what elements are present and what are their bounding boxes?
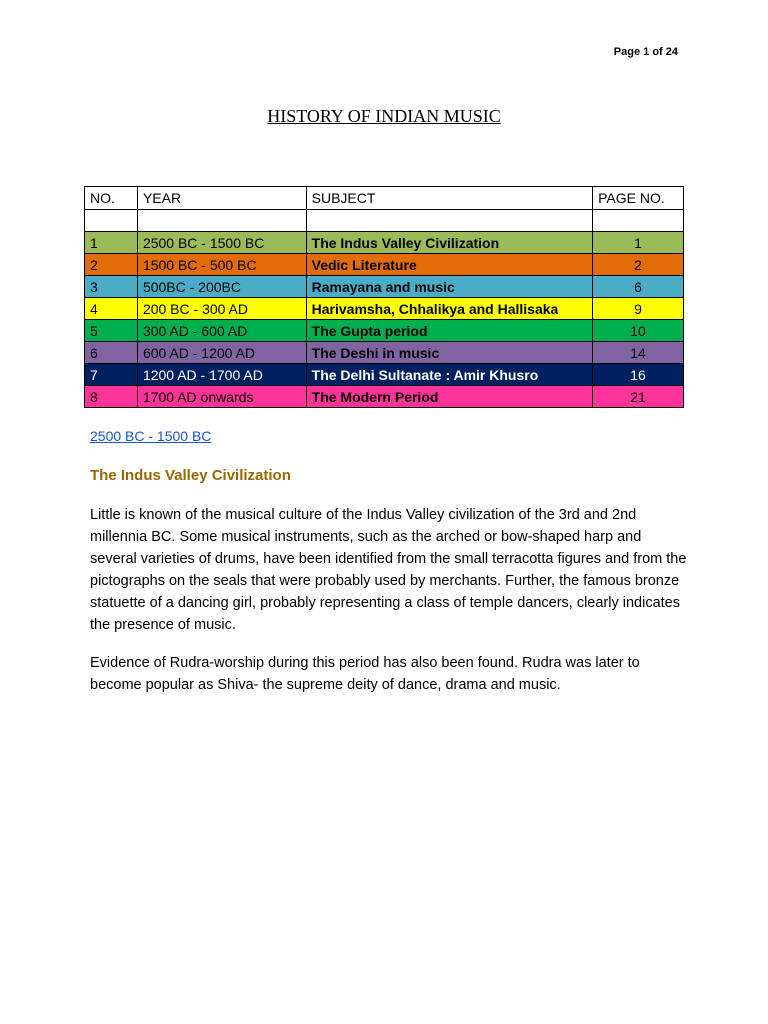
section-heading: The Indus Valley Civilization [90, 467, 291, 484]
cell-subject: The Gupta period [306, 320, 592, 342]
table-empty-row [85, 210, 684, 232]
cell-subject: The Deshi in music [306, 342, 592, 364]
cell-page: 16 [593, 364, 684, 386]
cell-year: 200 BC - 300 AD [137, 298, 306, 320]
empty-cell [593, 210, 684, 232]
cell-page: 1 [593, 232, 684, 254]
cell-year: 1200 AD - 1700 AD [137, 364, 306, 386]
cell-year: 1700 AD onwards [137, 386, 306, 408]
cell-year: 2500 BC - 1500 BC [137, 232, 306, 254]
paragraph: Little is known of the musical culture of the Indus Valley civilization of the 3rd and 2nd millennia BC. Some musical instruments, such as the arched or bow-shaped harp and several varieties of drums, have been identified from the small terracotta figures and from the pictographs on the seals that were probably used by merchants. Further, the famous bronze statuette of a dancing girl, probably representing a class of temple dancers, clearly indicates the presence of music. [90, 507, 687, 633]
empty-cell [306, 210, 592, 232]
page-title: HISTORY OF INDIAN MUSIC [267, 106, 501, 126]
cell-no: 7 [85, 364, 138, 386]
table-row [85, 298, 684, 320]
cell-year: 300 AD - 600 AD [137, 320, 306, 342]
cell-page: 10 [593, 320, 684, 342]
cell-year: 600 AD - 1200 AD [137, 342, 306, 364]
cell-no: 3 [85, 276, 138, 298]
cell-page: 2 [593, 254, 684, 276]
empty-cell [85, 210, 138, 232]
cell-subject: Ramayana and music [306, 276, 592, 298]
cell-subject: The Modern Period [306, 386, 592, 408]
cell-no: 6 [85, 342, 138, 364]
cell-subject: Harivamsha, Chhalikya and Hallisaka [306, 298, 592, 320]
table-row [85, 364, 684, 386]
cell-no: 4 [85, 298, 138, 320]
cell-subject: Vedic Literature [306, 254, 592, 276]
cell-year: 500BC - 200BC [137, 276, 306, 298]
cell-page: 21 [593, 386, 684, 408]
period-link[interactable]: 2500 BC - 1500 BC [90, 428, 212, 444]
cell-year: 1500 BC - 500 BC [137, 254, 306, 276]
header-year: YEAR [137, 187, 306, 210]
table-row [85, 386, 684, 408]
table-row [85, 276, 684, 298]
table-row [85, 232, 684, 254]
table-row [85, 254, 684, 276]
cell-subject: The Delhi Sultanate : Amir Khusro [306, 364, 592, 386]
cell-no: 8 [85, 386, 138, 408]
cell-page: 9 [593, 298, 684, 320]
cell-no: 2 [85, 254, 138, 276]
contents-table [84, 186, 684, 408]
cell-no: 1 [85, 232, 138, 254]
table-row [85, 342, 684, 364]
table-header-row [85, 187, 684, 210]
cell-page: 6 [593, 276, 684, 298]
empty-cell [137, 210, 306, 232]
header-no: NO. [85, 187, 138, 210]
cell-page: 14 [593, 342, 684, 364]
header-subject: SUBJECT [306, 187, 592, 210]
header-page-no: PAGE NO. [593, 187, 684, 210]
paragraph: Evidence of Rudra-worship during this period has also been found. Rudra was later to become popular as Shiva- the supreme deity of dance, drama and music. [90, 655, 640, 693]
table-row [85, 320, 684, 342]
cell-subject: The Indus Valley Civilization [306, 232, 592, 254]
page-number: Page 1 of 24 [613, 46, 678, 58]
cell-no: 5 [85, 320, 138, 342]
